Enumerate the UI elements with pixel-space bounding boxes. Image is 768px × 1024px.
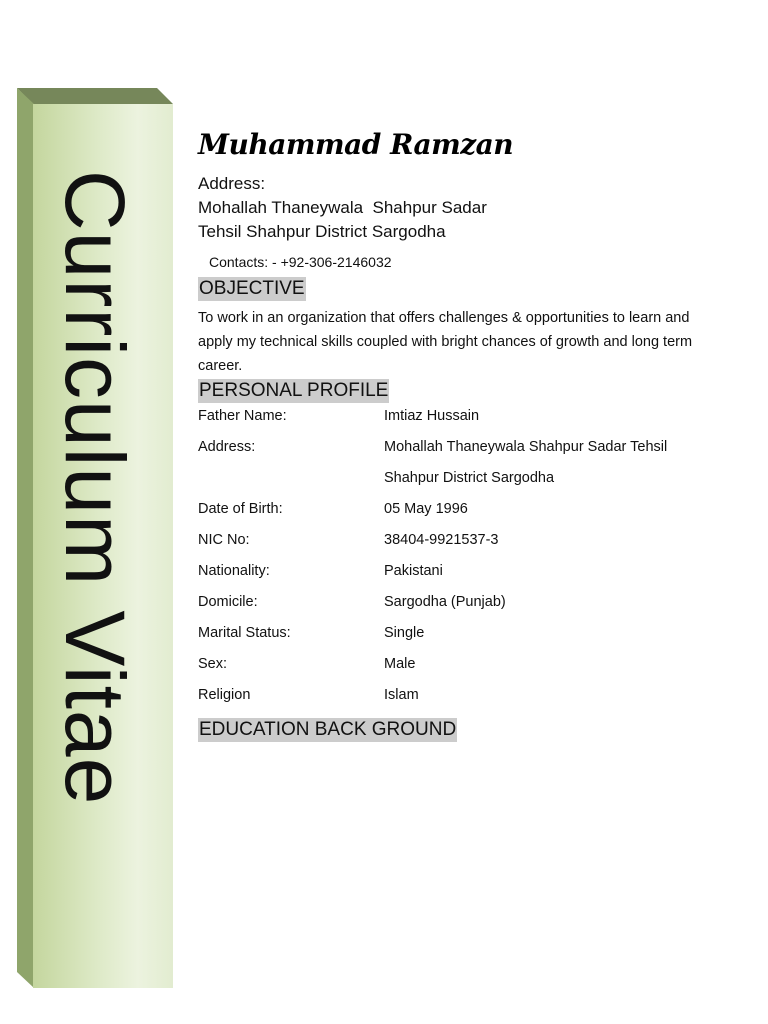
objective-heading: OBJECTIVE bbox=[199, 278, 305, 299]
banner-title: Curriculum Vitae bbox=[48, 170, 142, 806]
address-line-2: Tehsil Shahpur District Sargodha bbox=[198, 222, 446, 241]
profile-value: Imtiaz Hussain bbox=[384, 408, 480, 424]
profile-row-nationality bbox=[198, 559, 718, 590]
profile-row-domicile bbox=[198, 590, 718, 621]
profile-row-sex bbox=[198, 652, 718, 683]
profile-value: Islam bbox=[384, 687, 419, 703]
profile-label: NIC No: bbox=[198, 532, 250, 548]
profile-label bbox=[198, 466, 384, 497]
candidate-name: Muhammad Ramzan bbox=[198, 128, 514, 161]
personal-profile-table bbox=[198, 404, 718, 714]
profile-row-father-name bbox=[198, 404, 718, 435]
profile-label: Religion bbox=[198, 687, 251, 703]
profile-row-marital-status bbox=[198, 621, 718, 652]
profile-label: Domicile: bbox=[198, 594, 258, 610]
profile-row-religion bbox=[198, 683, 718, 714]
banner-top-face bbox=[17, 88, 173, 104]
profile-label: Date of Birth: bbox=[198, 501, 283, 517]
profile-row-address-cont bbox=[198, 466, 718, 497]
profile-label: Address: bbox=[198, 439, 256, 455]
profile-label: Nationality: bbox=[198, 563, 270, 579]
education-heading: EDUCATION BACK GROUND bbox=[199, 719, 457, 740]
banner-side-face bbox=[17, 88, 34, 988]
profile-value: Sargodha (Punjab) bbox=[384, 594, 506, 610]
profile-label: Father Name: bbox=[198, 408, 287, 424]
profile-label: Marital Status: bbox=[198, 625, 291, 641]
profile-value: 05 May 1996 bbox=[384, 501, 468, 517]
profile-row-address bbox=[198, 435, 718, 466]
profile-row-nic bbox=[198, 528, 718, 559]
profile-value: Shahpur District Sargodha bbox=[384, 470, 555, 486]
objective-text: To work in an organization that offers challenges & opportunities to learn and apply my technical skills coupled with bright chances of growth and long term career. bbox=[198, 310, 693, 374]
personal-profile-heading: PERSONAL PROFILE bbox=[199, 380, 389, 401]
address-line-1: Mohallah Thaneywala Shahpur Sadar bbox=[198, 198, 487, 217]
profile-value: Single bbox=[384, 625, 425, 641]
address-label: Address: bbox=[198, 174, 266, 193]
profile-value: Mohallah Thaneywala Shahpur Sadar Tehsil bbox=[384, 439, 668, 455]
header-address bbox=[198, 172, 487, 244]
contacts: Contacts: - +92-306-2146032 bbox=[209, 254, 392, 270]
profile-value: Pakistani bbox=[384, 563, 443, 579]
profile-row-dob bbox=[198, 497, 718, 528]
profile-value: Male bbox=[384, 656, 416, 672]
profile-label: Sex: bbox=[198, 656, 228, 672]
profile-value: 38404-9921537-3 bbox=[384, 532, 499, 548]
